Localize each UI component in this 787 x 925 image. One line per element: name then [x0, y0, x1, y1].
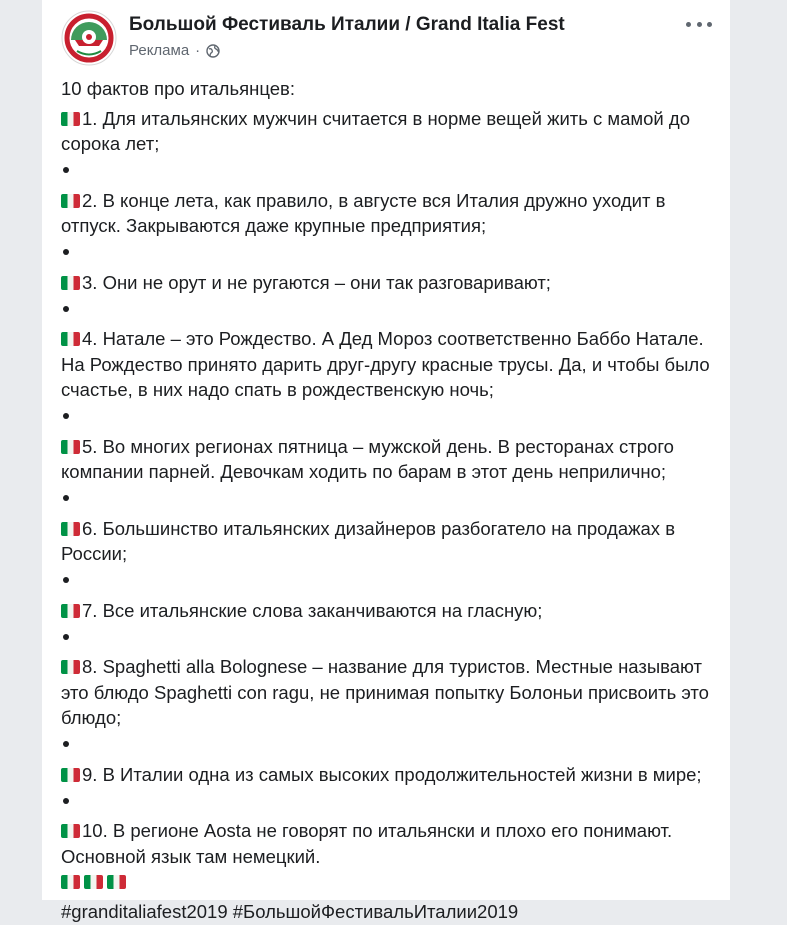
fact-item [61, 106, 712, 157]
page-avatar[interactable] [61, 10, 117, 66]
bullet-point [61, 567, 712, 594]
italy-flag-icon [61, 276, 80, 290]
fact-text: 3. Они не орут и не ругаются – они так разговаривают; [82, 271, 551, 293]
fact-item [61, 326, 712, 403]
fact-item [61, 598, 712, 624]
italy-flag-icon [61, 522, 80, 536]
globe-icon [206, 44, 220, 58]
more-dot [707, 22, 712, 27]
fact-item [61, 270, 712, 296]
fact-item [61, 188, 712, 239]
more-dot [686, 22, 691, 27]
fact-text: 7. Все итальянские слова заканчиваются на гласную; [82, 599, 543, 621]
italy-flag-icon [61, 332, 80, 346]
italy-flag-icon [61, 194, 80, 208]
more-dot [697, 22, 702, 27]
italy-flag-icon [61, 768, 80, 782]
fact-text: 2. В конце лета, как правило, в августе вся Италия дружно уходит в отпуск. Закрываются даже крупные предприятия; [61, 189, 666, 236]
bullet-point [61, 239, 712, 266]
hashtags-link[interactable]: #granditaliafest2019 #БольшойФестивальИталии2019 [61, 901, 519, 922]
italy-flag-icon [61, 440, 80, 454]
post-header [61, 0, 712, 70]
italy-flag-icon [61, 112, 80, 126]
fact-item [61, 762, 712, 788]
page-name-link[interactable]: Большой Фестиваль Италии / Grand Italia Fest [129, 14, 565, 35]
italy-flag-icon [61, 824, 80, 838]
post-card [42, 0, 730, 922]
bullet-point [61, 623, 712, 650]
fact-text: 6. Большинство итальянских дизайнеров разбогатело на продажах в России; [61, 517, 676, 564]
fact-item [61, 654, 712, 731]
bullet-point [61, 485, 712, 512]
post-meta [129, 42, 220, 59]
italy-flag-icon [84, 875, 103, 889]
post-text [61, 76, 712, 925]
more-options-button[interactable] [686, 14, 712, 34]
bullet-point [61, 787, 712, 814]
fact-text: 4. Натале – это Рождество. А Дед Мороз соответственно Баббо Натале. На Рождество принято дарить друг-другу красные трусы. Да, и чтобы было счастье, в них надо спать в рождественскую ночь; [61, 328, 710, 400]
bullet-point [61, 157, 712, 184]
italy-flag-icon [107, 875, 126, 889]
sponsored-label[interactable]: Реклама [129, 42, 190, 59]
fact-text: 1. Для итальянских мужчин считается в норме вещей жить с мамой до сорока лет; [61, 107, 690, 154]
post-intro: 10 фактов про итальянцев: [61, 78, 295, 99]
italy-flag-icon [61, 604, 80, 618]
bullet-point [61, 403, 712, 430]
bullet-point [61, 731, 712, 758]
fact-text: 9. В Италии одна из самых высоких продолжительностей жизни в мире; [82, 763, 702, 785]
fact-text: 10. В регионе Aosta не говорят по итальянски и плохо его понимают. Основной язык там немецкий. [61, 820, 673, 867]
italy-flag-icon [61, 875, 80, 889]
fact-item [61, 434, 712, 485]
italy-flag-icon [61, 660, 80, 674]
fact-text: 8. Spaghetti alla Bolognese – название для туристов. Местные называют это блюдо Spaghetti con ragu, не принимая попытку Болоньи присвоить это блюдо; [61, 656, 709, 728]
fact-item [61, 818, 712, 869]
meta-separator: · [195, 42, 201, 59]
flags-row [61, 875, 712, 897]
fact-item [61, 516, 712, 567]
fact-text: 5. Во многих регионах пятница – мужской день. В ресторанах строго компании парней. Девочкам ходить по барам в этот день неприлично; [61, 435, 674, 482]
bullet-point [61, 295, 712, 322]
